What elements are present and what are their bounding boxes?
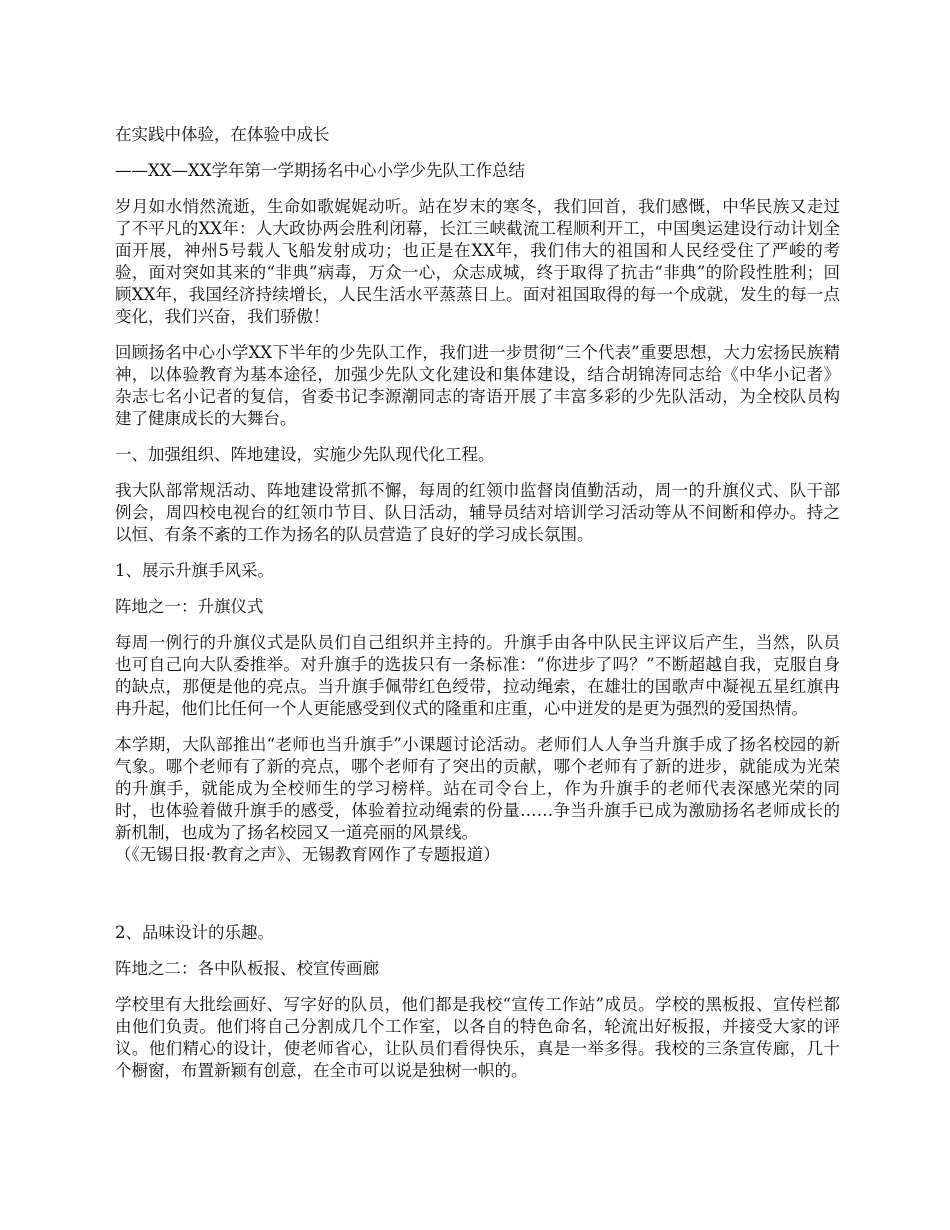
position-heading-1: 阵地之一：升旗仪式: [115, 597, 264, 616]
paragraph-review: 回顾扬名中心小学XX下半年的少先队工作，我们进一步贯彻“三个代表”重要思想，大力宏扬民族精神，以体验教育为基本途径，加强少先队文化建设和集体建设，结合胡锦涛同志给《中华小记者》杂志七名小记者的复信，省委书记李源潮同志的寄语开展了丰富多彩的少先队活动，为全校队员构建了健康成长的大舞台。: [115, 343, 840, 428]
position-heading-2: 阵地之二：各中队板报、校宣传画廊: [115, 959, 379, 978]
paragraph-blackboard: 学校里有大批绘画好、写字好的队员，他们都是我校“宣传工作站”成员。学校的黑板报、宣传栏都由他们负责。他们将自己分割成几个工作室，以各自的特色命名，轮流出好板报，并接受大家的评议。他们精心的设计，使老师省心，让队员们看得快乐，真是一举多得。我校的三条宣传廊，几十个橱窗，布置新颖有创意，在全市可以说是独树一帜的。: [115, 995, 840, 1080]
paragraph-intro: 岁月如水悄然流逝，生命如歌娓娓动听。站在岁末的寒冬，我们回首，我们感慨，中华民族又走过了不平凡的XX年：人大政协两会胜利闭幕，长江三峡截流工程顺利开工，中国奥运建设行动计划全面开展，神州5号载人飞船发射成功；也正是在XX年，我们伟大的祖国和人民经受住了严峻的考验，面对突如其来的“非典”病毒，万众一心，众志成城，终于取得了抗击“非典”的阶段性胜利；回顾XX年，我国经济持续增长，人民生活水平蒸蒸日上。面对祖国取得的每一个成就，发生的每一点变化，我们兴奋，我们骄傲！: [115, 197, 840, 326]
document-title: 在实践中体验，在体验中成长: [115, 125, 330, 144]
document-page: [115, 124, 840, 1096]
paragraph-routine: 我大队部常规活动、阵地建设常抓不懈，每周的红领巾监督岗值勤活动，周一的升旗仪式、队干部例会，周四校电视台的红领巾节目、队日活动，辅导员结对培训学习活动等从不间断和停办。持之以恒、有条不紊的工作为扬名的队员营造了良好的学习成长氛围。: [115, 481, 840, 544]
document-subtitle: ——XX—XX学年第一学期扬名中心小学少先队工作总结: [115, 161, 525, 180]
section-heading-1: 一、加强组织、阵地建设，实施少先队现代化工程。: [115, 445, 495, 464]
paragraph-teacher-flag: 本学期，大队部推出“老师也当升旗手”小课题讨论活动。老师们人人争当升旗手成了扬名校园的新气象。哪个老师有了新的亮点，哪个老师有了突出的贡献，哪个老师有了新的进步，就能成为光荣的升旗手，就能成为全校师生的学习榜样。站在司令台上，作为升旗手的老师代表深感光荣的同时，也体验着做升旗手的感受，体验着拉动绳索的份量……争当升旗手已成为激励扬名老师成长的新机制，也成为了扬名校园又一道亮丽的风景线。: [115, 735, 840, 842]
paragraph-flag-ceremony: 每周一例行的升旗仪式是队员们自己组织并主持的。升旗手由各中队民主评议后产生，当然，队员也可自己向大队委推举。对升旗手的选拔只有一条标准：“你进步了吗？”不断超越自我，克服自身的缺点，那便是他的亮点。当升旗手佩带红色绶带，拉动绳索，在雄壮的国歌声中凝视五星红旗冉冉升起，他们比任何一个人更能感受到仪式的隆重和庄重，心中迸发的是更为强烈的爱国热情。: [115, 633, 840, 718]
subsection-heading-1: 1、展示升旗手风采。: [115, 561, 274, 580]
paragraph-media-note: （《无锡日报·教育之声》、无锡教育网作了专题报道）: [115, 845, 500, 864]
subsection-heading-2: 2、品味设计的乐趣。: [115, 923, 274, 942]
